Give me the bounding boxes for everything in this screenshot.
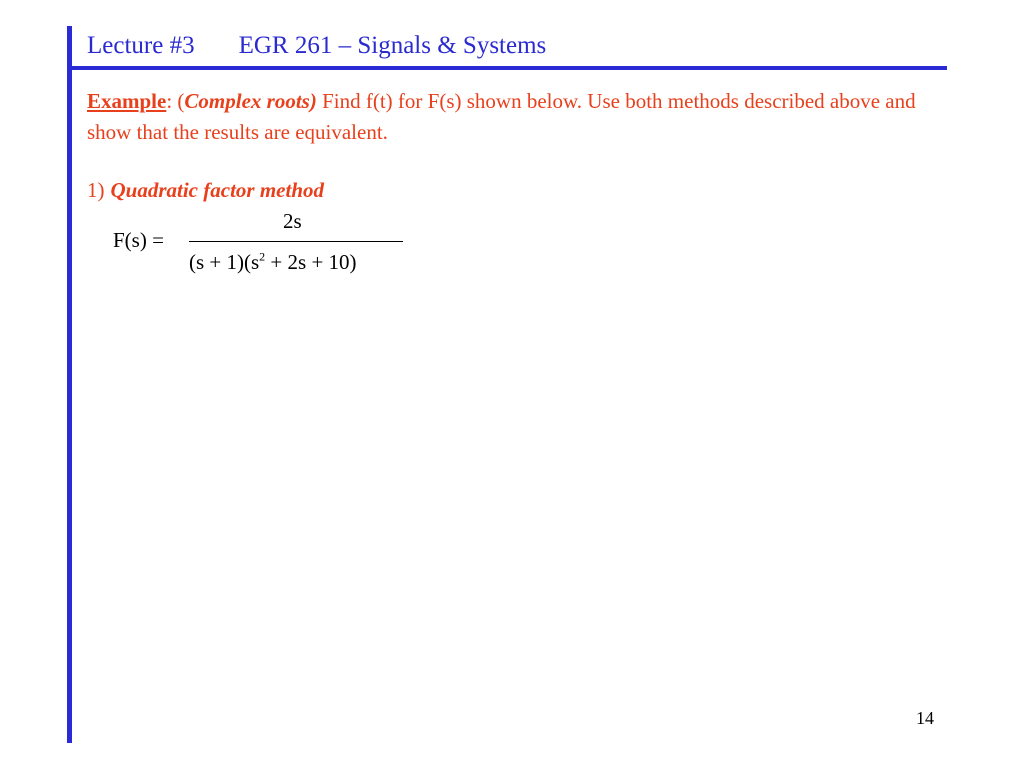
- example-label: Example: [87, 89, 167, 113]
- header-underline-bar: [67, 66, 947, 70]
- page-number: 14: [916, 708, 934, 728]
- course-title: EGR 261 – Signals & Systems: [238, 32, 547, 59]
- lecture-number: Lecture #3: [87, 32, 195, 59]
- fraction-bar: [189, 241, 403, 242]
- equation-lhs: F(s) =: [113, 228, 164, 252]
- method-number: 1): [87, 178, 105, 202]
- denominator-part1: (s + 1)(s: [189, 250, 260, 274]
- left-accent-bar: [67, 26, 72, 743]
- method-title: Quadratic factor method: [110, 178, 324, 202]
- example-text: Find f(t) for F(s) shown below. Use both methods described above and show that the results are equivalent.: [87, 89, 916, 144]
- denominator-exponent: 2: [259, 249, 266, 264]
- equation-numerator: 2s: [283, 209, 302, 233]
- slide-header: [87, 32, 546, 60]
- equation-denominator: [189, 250, 357, 275]
- example-colon: : (: [166, 89, 185, 113]
- denominator-part2: + 2s + 10): [265, 250, 357, 274]
- method-heading: [87, 178, 324, 203]
- complex-roots-label: Complex roots): [184, 89, 317, 113]
- example-paragraph: [87, 86, 947, 148]
